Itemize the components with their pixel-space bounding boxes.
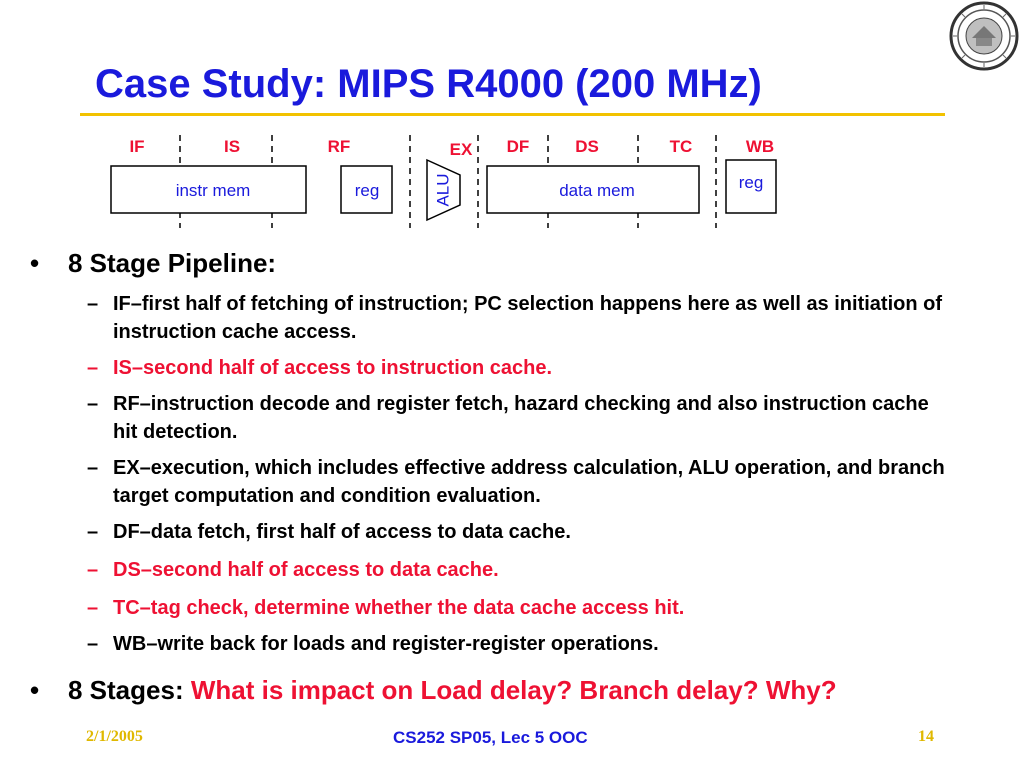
bullet-stages: • 8 Stages: What is impact on Load delay? Branch delay? Why?	[30, 675, 837, 705]
bullet-stages-question: What is impact on Load delay? Branch delay? Why?	[190, 675, 837, 705]
reg-label-2: reg	[738, 173, 764, 192]
bullet-pipeline-text: 8 Stage Pipeline:	[68, 248, 277, 278]
stage-label-rf: RF	[327, 137, 351, 156]
stage-label-tc: TC	[669, 137, 693, 156]
stage-label-ex: EX	[449, 140, 473, 159]
sub-bullet-df: – DF–data fetch, first half of access to data cache.	[87, 521, 571, 543]
stage-label-if: IF	[129, 137, 145, 156]
bullet-pipeline: • 8 Stage Pipeline:	[30, 248, 277, 278]
data-mem-label: data mem	[559, 181, 635, 200]
footer-date: 2/1/2005	[86, 728, 143, 745]
stage-label-wb: WB	[745, 137, 775, 156]
pipeline-diagram	[0, 0, 1024, 240]
sub-bullet-if: – IF–first half of fetching of instruction; PC selection happens here as well as initiation of instruction cache access.	[87, 293, 942, 343]
stage-label-is: IS	[223, 137, 241, 156]
sub-bullet-tc: – TC–tag check, determine whether the data cache access hit.	[87, 597, 685, 619]
sub-bullet-is: – IS–second half of access to instruction cache.	[87, 357, 553, 379]
stage-label-df: DF	[506, 137, 530, 156]
slide-title: Case Study: MIPS R4000 (200 MHz)	[95, 62, 762, 106]
sub-bullet-rf: – RF–instruction decode and register fetch, hazard checking and also instruction cache hit detection.	[87, 393, 929, 443]
instr-mem-label: instr mem	[175, 181, 251, 200]
alu-label: ALU	[433, 173, 453, 207]
sub-bullet-ds: – DS–second half of access to data cache.	[87, 559, 499, 581]
footer-course: CS252 SP05, Lec 5 OOC	[393, 728, 588, 747]
bullet-stages-prefix: 8 Stages:	[68, 675, 191, 705]
sub-bullet-ex: – EX–execution, which includes effective address calculation, ALU operation, and branch target computation and condition evaluation.	[87, 457, 945, 507]
footer-page-number: 14	[918, 728, 934, 745]
stage-label-ds: DS	[575, 137, 599, 156]
sub-bullet-wb: – WB–write back for loads and register-register operations.	[87, 633, 659, 655]
reg-label-1: reg	[354, 181, 380, 200]
